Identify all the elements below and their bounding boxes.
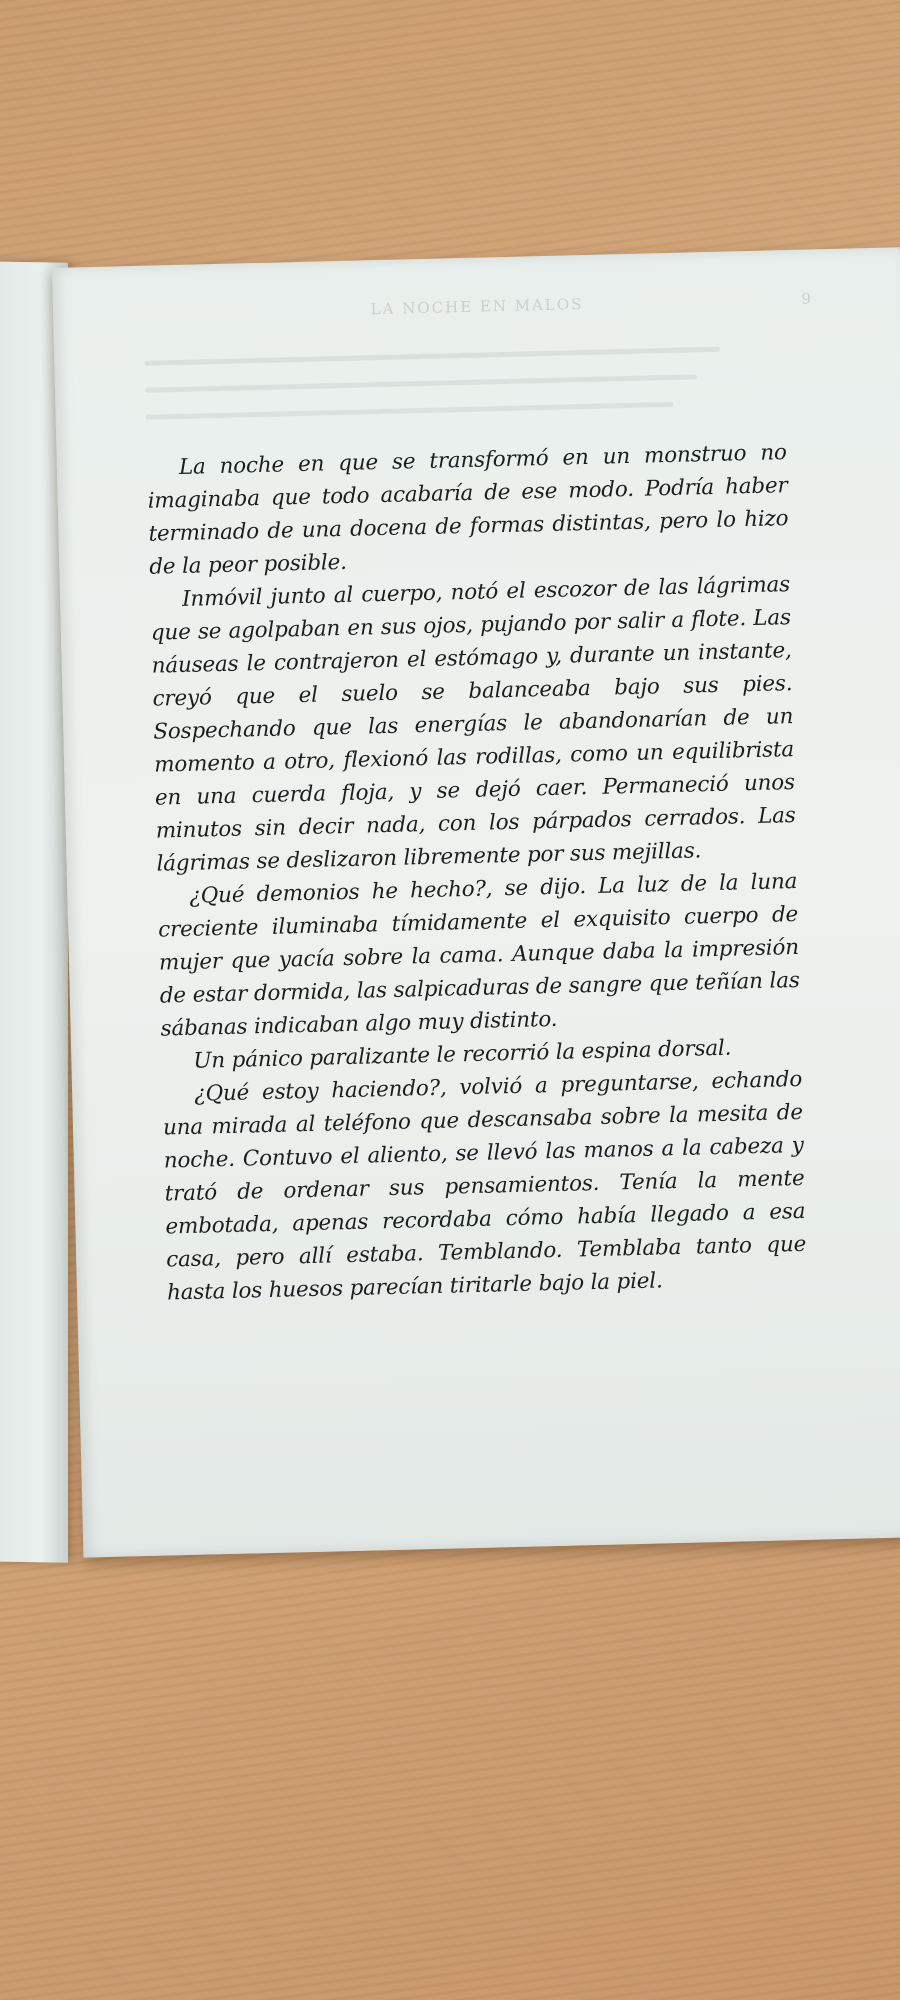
bleed-through-text (144, 346, 746, 442)
paragraph-4: Un pánico paralizante le recorrió la espina dorsal. (193, 1035, 732, 1074)
page-text (147, 436, 808, 1309)
paragraph-3: ¿Qué demonios he hecho?, se dijo. La luz de la luna creciente iluminaba tímidamente el exquisito cuerpo de mujer que yacía sobre la cama. Aunque daba la impresión de estar dormida, las salpicaduras de sangre que teñían las sábanas indicaban algo muy distinto. (157, 868, 800, 1042)
page-number: 9 (801, 289, 812, 308)
book-page (52, 247, 900, 1557)
paragraph-5: ¿Qué estoy haciendo?, volvió a preguntarse, echando una mirada al teléfono que descansaba sobre la mesita de noche. Contuvo el aliento, se llevó las manos a la cabeza y trató de ordenar sus pensamientos. Tenía la mente embotada, apenas recordaba cómo había llegado a esa casa, pero allí estaba. Temblando. Temblaba tanto que hasta los huesos parecían tiritarle bajo la piel. (162, 1066, 807, 1306)
paragraph-2: Inmóvil junto al cuerpo, notó el escozor de las lágrimas que se agolpaban en sus ojos, pujando por salir a flote. Las náuseas le contrajeron el estómago y, durante un instante, creyó que el suelo se balanceaba bajo sus pies. Sospechando que las energías le abandonarían de un momento a otro, flexionó las rodillas, como un equilibrista en una cuerda floja, y se dejó caer. Permaneció unos minutos sin decir nada, con los párpados cerrados. Las lágrimas se deslizaron libremente por sus mejillas. (150, 572, 796, 877)
paragraph-1: La noche en que se transformó en un monstruo no imaginaba que todo acabaría de ese modo. Podría haber terminado de una docena de formas distintas, pero lo hizo de la peor posible. (147, 440, 789, 580)
running-header: LA NOCHE EN MALOS (370, 295, 584, 319)
